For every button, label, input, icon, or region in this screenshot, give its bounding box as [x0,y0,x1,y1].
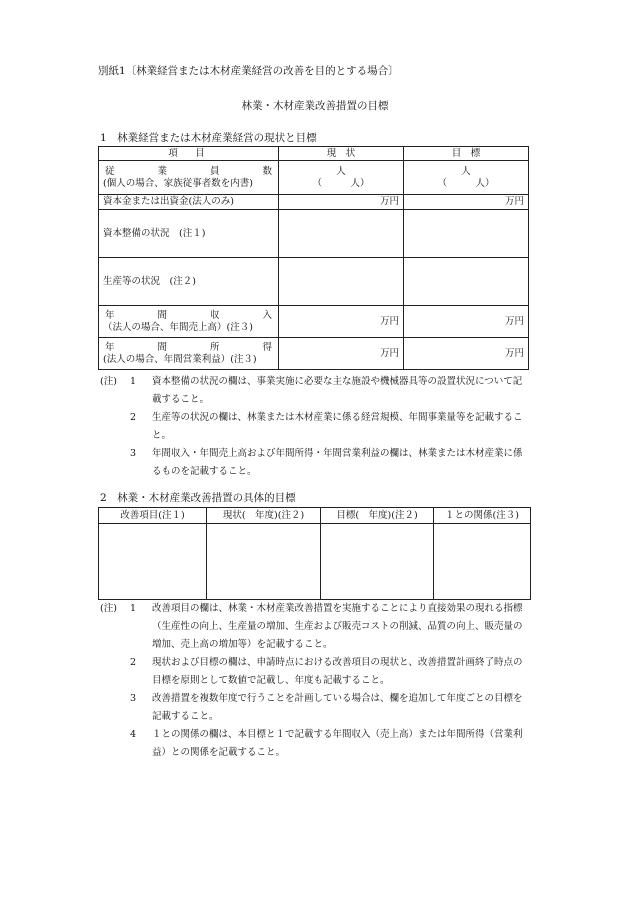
employees-label: 従 業 員 数 [105,165,272,177]
target-value-cell [321,524,434,600]
earnings-label-cell [99,338,279,370]
col-header-target: 目 標 [404,147,529,161]
col-header-target-year: 目標( 年度)(注２) [321,508,434,524]
current-value-cell [207,524,321,600]
section2-heading: 2 林業・木材産業改善措置の具体的目標 [100,492,296,504]
document-title: 林業・木材産業改善措置の目標 [241,100,389,112]
improvement-item-cell [99,524,207,600]
col-header-improvement-item: 改善項目(注１) [99,508,207,524]
annex-header: 別紙1〔林業経営または木材産業経営の改善を目的とする場合〕 [98,65,399,77]
note-item: 2 生産等の状況の欄は、林業または木材産業に係る経営規模、年間事業量等を記載すること。 [130,412,523,441]
note-item: 3 改善措置を複数年度で行うことを計画している場合は、欄を追加して年度ごとの目標を記載すること。 [130,693,523,722]
row-capital [99,195,529,210]
income-target-unit: 万円 [404,306,529,338]
earnings-target-unit: 万円 [404,338,529,370]
income-label: 年 間 収 入 [105,309,272,321]
note-item: (注) 1 改善項目の欄は、林業・木材産業改善措置を実施することにより直接効果の現れる指標（生産性の向上、生産量の増加、生産および販売コストの削減、品質の向上、販売量の増加、売上高の増加等）を記載すること。 [100,603,523,650]
employees-target-cell: 人 （ 人） [404,161,529,195]
section1-notes [100,373,530,481]
col-header-item: 項 目 [99,147,279,161]
employees-current-cell: 人 （ 人） [279,161,404,195]
table-row [99,524,531,600]
relation-cell [434,524,531,600]
note-item: 3 年間収入・年間売上高および年間所得・年間営業利益の欄は、林業または木材産業に係るものを記載すること。 [130,448,523,477]
income-label-cell [99,306,279,338]
table-header-row [99,147,529,161]
section1-heading: 1 林業経営または木材産業経営の現状と目標 [100,132,317,144]
note-item: 2 現状および目標の欄は、申請時点における改善項目の現状と、改善措置計画終了時点の目標を原則として数値で記載し、年度も記載すること。 [130,657,523,686]
capital-status-target [404,210,529,258]
status-target-table [98,146,529,370]
row-income [99,306,529,338]
note-item: (注) 1 資本整備の状況の欄は、事業実施に必要な主な施設や機械器具等の設置状況について記載すること。 [100,376,523,405]
note-item: 4 １との関係の欄は、本目標と１で記載する年間収入（売上高）または年間所得（営業利益）との関係を記載すること。 [130,729,523,758]
row-earnings [99,338,529,370]
income-current-unit: 万円 [279,306,404,338]
production-target [404,258,529,306]
capital-status-label: 資本整備の状況 (注１) [99,210,279,258]
production-label: 生産等の状況 (注２) [99,258,279,306]
production-current [279,258,404,306]
col-header-current-year: 現状( 年度)(注２) [207,508,321,524]
capital-current-unit: 万円 [279,195,404,210]
table-header-row [99,508,531,524]
earnings-current-unit: 万円 [279,338,404,370]
improvement-target-table [98,507,531,600]
capital-status-current [279,210,404,258]
earnings-label: 年 間 所 得 [105,341,272,353]
capital-target-unit: 万円 [404,195,529,210]
row-production [99,258,529,306]
section2-notes [100,600,530,762]
col-header-current: 現 状 [279,147,404,161]
employees-sublabel: (個人の場合、家族従事者数を内書) [103,177,253,189]
income-sublabel: （法人の場合、年間売上高）(注３) [103,321,253,333]
employees-label-cell [99,161,279,195]
row-employees [99,161,529,195]
capital-label: 資本金または出資金(法人のみ) [99,195,279,210]
row-capital-status [99,210,529,258]
col-header-relation: １との関係(注３) [434,508,531,524]
earnings-sublabel: (法人の場合、年間営業利益）(注３) [103,353,257,365]
